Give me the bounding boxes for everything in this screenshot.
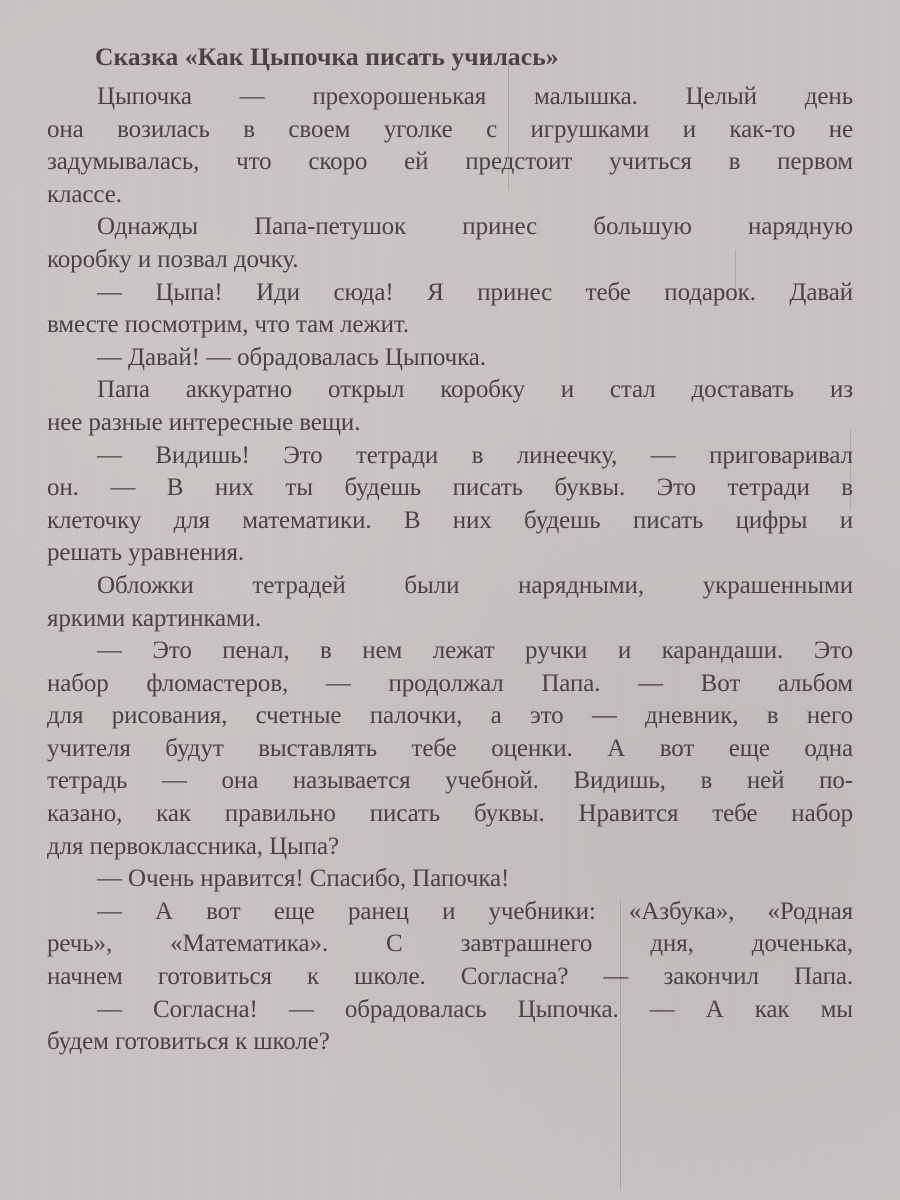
- text-line: Однажды Папа-петушок принес большую нарядную: [97, 213, 853, 241]
- text-line: коробку и позвал дочку.: [47, 245, 299, 273]
- story-title: Сказка «Как Цыпочка писать училась»: [95, 42, 559, 71]
- text-line: казано, как правильно писать буквы. Нравится тебе набор: [47, 800, 853, 828]
- text-line: — Видишь! Это тетради в линеечку, — приговаривал: [97, 441, 853, 469]
- text-line: начнем готовиться к школе. Согласна? — закончил Папа.: [47, 963, 853, 991]
- paragraph: [47, 81, 853, 211]
- text-line: он. — В них ты будешь писать буквы. Это тетради в: [47, 474, 853, 502]
- text-line: для первоклассника, Цыпа?: [47, 832, 340, 860]
- paragraph: [47, 342, 853, 375]
- text-line: задумывалась, что скоро ей предстоит учиться в первом: [47, 148, 853, 176]
- paragraph: [47, 440, 853, 570]
- text-line: будем готовиться к школе?: [47, 1028, 330, 1056]
- text-line: учителя будут выставлять тебе оценки. А вот еще одна: [47, 734, 853, 762]
- paragraph: [47, 896, 853, 994]
- text-line: — Очень нравится! Спасибо, Папочка!: [97, 865, 510, 893]
- text-line: — Согласна! — обрадовалась Цыпочка. — А как мы: [97, 995, 853, 1023]
- text-line: вместе посмотрим, что там лежит.: [47, 311, 409, 339]
- text-line: — А вот еще ранец и учебники: «Азбука», «Родная: [97, 897, 853, 925]
- paragraph: [47, 994, 853, 1059]
- story-body: [47, 81, 853, 1059]
- text-line: Папа аккуратно открыл коробку и стал доставать из: [97, 376, 853, 404]
- text-line: решать уравнения.: [47, 539, 245, 567]
- text-line: речь», «Математика». С завтрашнего дня, доченька,: [47, 930, 853, 958]
- text-line: нее разные интересные вещи.: [47, 408, 361, 436]
- text-line: клеточку для математики. В них будешь писать цифры и: [47, 506, 853, 534]
- text-line: — Давай! — обрадовалась Цыпочка.: [97, 343, 486, 371]
- text-line: она возилась в своем уголке с игрушками и как-то не: [47, 115, 853, 143]
- paragraph: [47, 570, 853, 635]
- paragraph: [47, 277, 853, 342]
- paragraph: [47, 635, 853, 863]
- text-line: — Это пенал, в нем лежат ручки и карандаши. Это: [97, 637, 853, 665]
- text-line: яркими картинками.: [47, 604, 262, 632]
- text-line: тетрадь — она называется учебной. Видишь, в ней по-: [47, 767, 853, 795]
- text-line: набор фломастеров, — продолжал Папа. — Вот альбом: [47, 669, 853, 697]
- text-line: классе.: [47, 180, 122, 208]
- book-page: [47, 40, 853, 1059]
- text-line: Цыпочка — прехорошенькая малышка. Целый день: [97, 83, 853, 110]
- text-line: Обложки тетрадей были нарядными, украшенными: [97, 571, 853, 599]
- text-line: для рисования, счетные палочки, а это — дневник, в него: [47, 702, 853, 730]
- paragraph: [47, 374, 853, 439]
- paragraph: [47, 863, 853, 896]
- text-line: — Цыпа! Иди сюда! Я принес тебе подарок. Давай: [97, 278, 853, 306]
- paragraph: [47, 211, 853, 276]
